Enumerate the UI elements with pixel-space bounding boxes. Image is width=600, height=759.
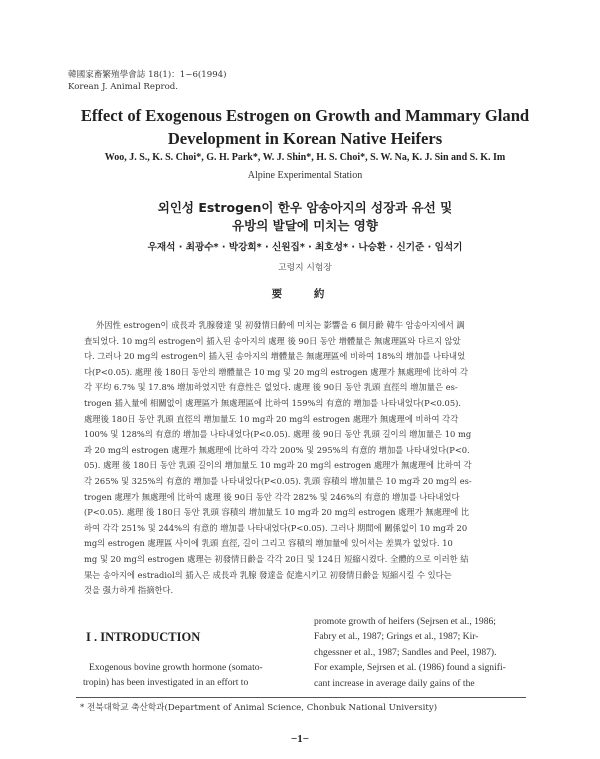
journal-name-korean: 韓國家畜繁殖學會誌 18(1)：1~6(1994) bbox=[68, 70, 227, 80]
intro-line: Exogenous bovine growth hormone (somato- bbox=[89, 662, 263, 673]
intro-line: For example, Sejrsen et al. (1986) found a signifi- bbox=[314, 662, 506, 674]
intro-line: cant increase in average daily gains of the bbox=[314, 677, 475, 689]
affiliation: Alpine Experimental Station bbox=[247, 170, 363, 181]
abstract-line: 것을 强力하게 指摘한다. bbox=[84, 585, 174, 596]
abstract-line: 果는 송아지에 estradiol의 插入은 成長과 乳腺 發達을 促進시키고 初發情日齡을 短縮시킬 수 있다는 bbox=[84, 569, 452, 580]
paper-title-line-1: Effect of Exogenous Estrogen on Growth and Mammary Gland bbox=[80, 106, 530, 125]
abstract-line: 각 265% 및 325%의 有意的 增加를 나타내었다(P<0.05). 乳頭 容積의 增加量은 10 mg과 20 mg의 es- bbox=[84, 475, 472, 486]
abstract-line: 각 平均 6.7% 및 17.8% 增加하였지만 有意性은 없었다. 處理 後 90日 동안 乳頭 直徑의 增加量은 es- bbox=[84, 382, 458, 393]
abstract-line: 査되었다. 10 mg의 estrogen이 插入된 송아지의 處理 後 90日 동안 增體量은 無處理區와 다르지 않았 bbox=[84, 335, 461, 346]
abstract-line: trogen 插入量에 相關없이 處理區가 無處理區에 比하여 159%의 有意的 增加를 나타내었다(P<0.05). bbox=[84, 397, 461, 408]
abstract-line: (P<0.05). 處理 後 180日 동안 乳頭 容積의 增加量도 10 mg과 20 mg의 estrogen 處理가 無處理에 比 bbox=[84, 507, 470, 518]
korean-title-line-2: 유방의 발달에 미치는 영향 bbox=[232, 218, 378, 233]
intro-line: chgessner et al., 1987; Sandles and Peel, 1987). bbox=[314, 646, 497, 658]
abstract-line: 다(P<0.05). 處理 後 180日 동안의 增體量은 10 mg 및 20 mg의 estrogen 處理가 無處理에 比하여 각 bbox=[84, 366, 469, 377]
korean-author-list: 우재석 · 최광수* · 박강희* · 신원집* · 최호성* · 나승환 · 신기준 · 임석기 bbox=[147, 242, 463, 253]
footnote-divider bbox=[76, 697, 526, 698]
paper-title-line-2: Development in Korean Native Heifers bbox=[167, 129, 443, 148]
footnote: * 전북대학교 축산학과(Department of Animal Science, Chonbuk National University) bbox=[80, 703, 438, 713]
page-number: −1− bbox=[290, 733, 310, 745]
intro-right-column bbox=[314, 614, 531, 691]
abstract-heading: 要 約 bbox=[271, 288, 339, 300]
abstract-body bbox=[84, 318, 531, 599]
abstract-line: 外因性 estrogen이 成長과 乳腺發達 및 初發情日齡에 미치는 影響을 6 個月齡 韓牛 암송아지에서 調 bbox=[96, 320, 465, 330]
abstract-line: 과 20 mg의 estrogen 處理가 無處理에 比하여 각각 200% 및 295%의 有意的 增加를 나타내었다(P<0. bbox=[84, 444, 470, 455]
abstract-line: mg 및 20 mg의 estrogen 處理는 初發情日齡을 각각 20日 및 124日 短縮시켰다. 全體的으로 이러한 結 bbox=[84, 553, 469, 564]
intro-line: Fabry et al., 1987; Grings et al., 1987; Kir- bbox=[314, 631, 479, 643]
intro-line: tropin) has been investigated in an effort to bbox=[83, 677, 249, 689]
journal-name-english: Korean J. Animal Reprod. bbox=[68, 81, 179, 92]
section-heading-introduction: I . INTRODUCTION bbox=[86, 630, 201, 644]
abstract-line: 05). 處理 後 180日 동안 乳頭 길이의 增加量도 10 mg과 20 mg의 estrogen 處理가 無處理에 比하여 각 bbox=[84, 460, 472, 471]
korean-affiliation: 고령지 시험장 bbox=[278, 263, 332, 273]
intro-line: promote growth of heifers (Sejrsen et al., 1986; bbox=[314, 616, 496, 627]
abstract-line: mg의 estrogen 處理區 사이에 乳頭 直徑, 길이 그리고 容積의 增加量에 있어서는 差異가 없었다. 10 bbox=[84, 538, 453, 549]
abstract-line: 다. 그러나 20 mg의 estrogen이 插入된 송아지의 增體量은 無處理區에 비하여 18%의 增加를 나타내었 bbox=[84, 351, 466, 362]
intro-left-column bbox=[83, 660, 293, 691]
journal-header bbox=[68, 70, 227, 93]
abstract-line: trogen 處理가 無處理에 比하여 處理 後 90日 동안 각각 282% 및 246%의 有意的 增加를 나타내었다 bbox=[84, 491, 460, 502]
abstract-line: 處理後 180日 동안 乳頭 直徑의 增加量도 10 mg과 20 mg의 estrogen 處理가 無處理에 비하여 각각 bbox=[84, 413, 459, 424]
korean-title-line-1: 외인성 Estrogen이 한우 암송아지의 성장과 유선 및 bbox=[157, 200, 453, 215]
author-list: Woo, J. S., K. S. Choi*, G. H. Park*, W. J. Shin*, H. S. Choi*, S. W. Na, K. J. Sin and S. K. Im bbox=[104, 152, 506, 163]
abstract-line: 하여 각각 251% 및 244%의 有意的 增加를 나타내었다(P<0.05). 그러나 期間에 關係없이 10 mg과 20 bbox=[84, 522, 468, 533]
abstract-line: 100% 및 128%의 有意的 增加를 나타내었다(P<0.05). 處理 後 90日 동안 乳頭 길이의 增加量은 10 mg bbox=[84, 429, 472, 440]
